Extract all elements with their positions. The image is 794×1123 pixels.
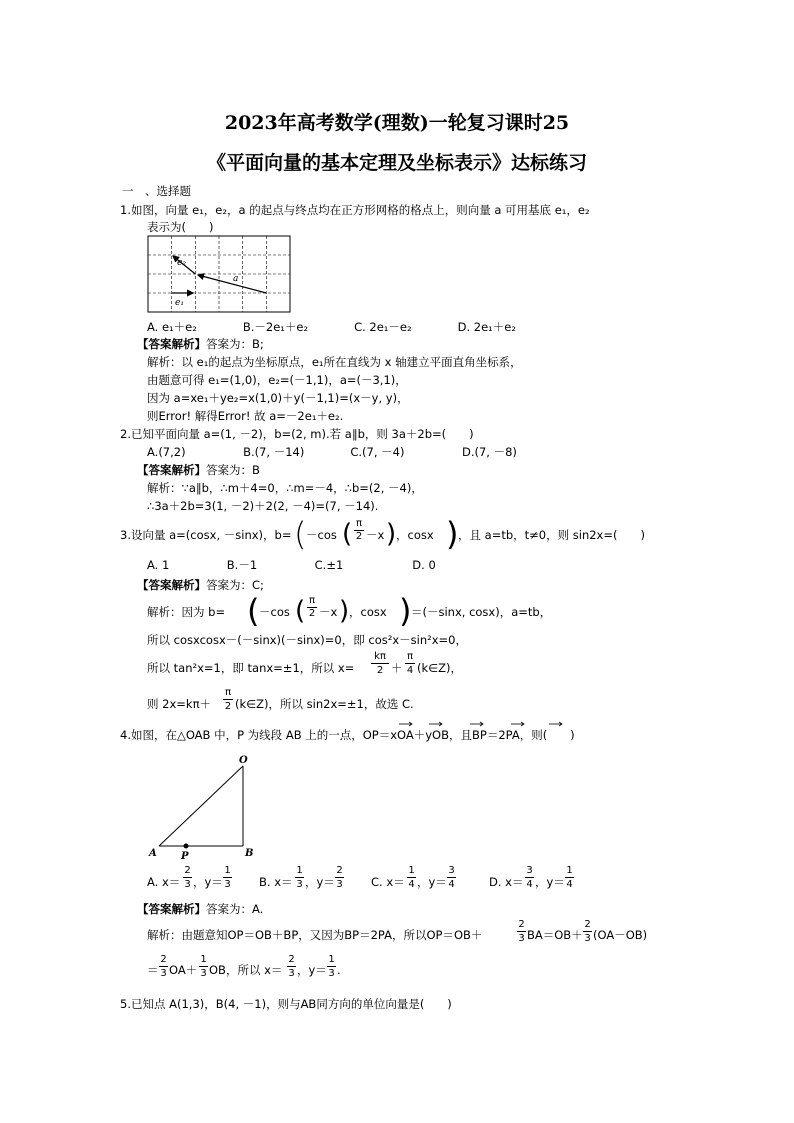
- frac-num: 1: [200, 954, 207, 965]
- q2-solution-line1: 解析：∵a∥b，∴m＋4=0，∴m=－4，∴b=(2, －4)，: [147, 481, 423, 495]
- q3-paren-open: (: [294, 515, 307, 553]
- answer-tag: 【答案解析】: [137, 337, 206, 351]
- q3-solution-line2: 所以 cosxcosx－(－sinx)(－sinx)=0，即 cos²x－sin²x=0，: [147, 633, 467, 647]
- frac-num: 3: [526, 865, 533, 876]
- frac-num: π: [308, 595, 316, 606]
- frac-num: π: [406, 651, 414, 662]
- opt-x-label: B. x＝: [259, 875, 293, 889]
- frac-num: π: [224, 687, 232, 698]
- q1-solution-line1: 解析：以 e₁的起点为坐标原点，e₁所在直线为 x 轴建立平面直角坐标系，: [147, 355, 522, 369]
- q4-triangle-figure: [145, 752, 265, 862]
- q4-l1-frac2: [583, 918, 592, 945]
- frac-den: 3: [328, 968, 335, 979]
- q1-solution-line3: 因为 a=xe₁＋ye₂=x(1,0)＋y(－1,1)=(x－y, y)，: [147, 391, 409, 405]
- page-title: 2023年高考数学(理数)一轮复习课时25: [224, 112, 570, 134]
- frac-den: 2: [224, 701, 232, 712]
- q4-solution-line1: [147, 918, 667, 952]
- answer-tag: 【答案解析】: [137, 578, 206, 592]
- q3-stem-a: 3.设向量 a=(cosx, －sinx)，b=: [120, 528, 292, 542]
- frac-num: π: [355, 518, 363, 529]
- frac-den: 2: [355, 531, 363, 542]
- q4-l2-a: ＝: [147, 963, 159, 977]
- opt-y-label: ，y＝: [305, 875, 335, 889]
- frac-den: 4: [526, 879, 533, 890]
- q4-options: [147, 864, 627, 898]
- q4-label-p: P: [181, 851, 189, 862]
- frac-num: kπ: [371, 650, 389, 664]
- q3-stem-e: ，且 a=tb，t≠0，则 sin2x=( ): [458, 528, 645, 542]
- frac-den: 2: [308, 608, 316, 619]
- q3-paren-close: ): [446, 515, 459, 553]
- opt-x-frac: [525, 864, 534, 891]
- frac-den: 3: [184, 879, 191, 890]
- opt-x-frac: [295, 864, 304, 891]
- q4-l1-frac1: [517, 918, 526, 945]
- q4-l1-c: (OA－OB): [593, 928, 648, 942]
- frac-den: 4: [406, 665, 414, 676]
- q3-sol-paren-open: (: [247, 592, 260, 630]
- q2-solution-line2: ∴3a＋2b=3(1, －2)＋2(2, －4)=(7, －14).: [147, 499, 379, 513]
- opt-y-label: ，y＝: [193, 875, 223, 889]
- frac-num: 2: [518, 919, 525, 930]
- q4-label-a: A: [149, 848, 157, 859]
- frac-num: 3: [448, 865, 455, 876]
- q3-sol-c: －x: [319, 605, 338, 619]
- q3-l4-a: 则 2x=kπ＋: [147, 697, 211, 711]
- q4-l2-e: .: [337, 963, 341, 977]
- q3-l3-b: ＋: [391, 661, 403, 675]
- frac-den: 4: [408, 879, 415, 890]
- q4-l2-d: ，y＝: [297, 963, 327, 977]
- q1-a-label: a: [233, 274, 239, 284]
- q4-l2-frac1: [159, 953, 168, 980]
- frac-den: 3: [296, 879, 303, 890]
- q1-stem-line1: 1.如图，向量 e₁，e₂，a 的起点与终点均在正方形网格的格点上，则向量 a 可用基底 e₁，e₂: [120, 203, 590, 217]
- opt-y-frac: [223, 864, 232, 891]
- q4-l2-frac2: [199, 953, 208, 980]
- section-heading: 一 、选择题: [122, 184, 191, 198]
- q3-sol-e: ＝(－sinx, cosx)，a=tb，: [411, 605, 552, 619]
- q2-options: A.(7,2) B.(7, －14) C.(7, －4) D.(7, －8): [147, 445, 517, 459]
- q4-stem: 4.如图，在△OAB 中，P 为线段 AB 上的一点，OP＝xOA＋yOB，且BP＝2PA，则( ): [120, 728, 575, 742]
- frac-num: 2: [288, 954, 295, 965]
- answer-text: 答案为：B: [206, 463, 260, 477]
- frac-num: 1: [566, 865, 573, 876]
- frac-den: 3: [224, 879, 231, 890]
- answer-text: 答案为：B;: [206, 337, 264, 351]
- q4-label-o: O: [239, 755, 248, 766]
- opt-y-label: ，y＝: [535, 875, 565, 889]
- frac-den: 3: [200, 968, 207, 979]
- page-subtitle: 《平面向量的基本定理及坐标表示》达标练习: [206, 152, 587, 174]
- q4-l2-b: OA＋: [169, 963, 198, 977]
- q4-l2-c: OB，所以 x＝: [209, 963, 283, 977]
- q3-l3-c: (k∈Z)，: [417, 661, 463, 675]
- opt-x-label: A. x＝: [147, 875, 181, 889]
- q4-l2-frac4: [327, 953, 336, 980]
- q3-sol-b: －cos: [259, 605, 290, 619]
- frac-den: 3: [160, 968, 167, 979]
- frac-den: 4: [448, 879, 455, 890]
- opt-x-label: C. x＝: [371, 875, 405, 889]
- q2-stem: 2.已知平面向量 a=(1, －2)，b=(2, m).若 a∥b，则 3a＋2b=( ): [120, 427, 474, 441]
- frac-num: 1: [224, 865, 231, 876]
- q3-sol-small-open: (: [295, 596, 306, 626]
- q4-l2-frac3: [287, 953, 296, 980]
- q1-options: A. e₁＋e₂ B.－2e₁＋e₂ C. 2e₁－e₂ D. 2e₁＋e₂: [147, 320, 516, 334]
- frac-den: 3: [584, 933, 591, 944]
- q4-label-b: B: [245, 848, 254, 859]
- q3-small-paren-close: ): [386, 519, 397, 549]
- q1-solution-line4: 则Error! 解得Error! 故 a=－2e₁＋e₂.: [147, 409, 344, 423]
- q4-answer: [137, 902, 263, 916]
- frac-den: 3: [518, 933, 525, 944]
- opt-x-frac: [407, 864, 416, 891]
- q3-sol-paren-close: ): [399, 592, 412, 630]
- q3-sol-small-close: ): [339, 596, 350, 626]
- frac-den: 2: [376, 665, 384, 676]
- q3-small-paren-open: (: [342, 519, 353, 549]
- frac-num: 2: [184, 865, 191, 876]
- q3-l3-a: 所以 tan²x=1，即 tanx=±1，所以 x=: [147, 661, 355, 675]
- frac-den: 3: [288, 968, 295, 979]
- q3-stem-d: ，cosx: [396, 528, 434, 542]
- answer-text: 答案为：A.: [206, 902, 264, 916]
- q1-stem-line2: 表示为( ): [147, 220, 214, 234]
- q3-options: A. 1 B.－1 C.±1 D. 0: [147, 558, 436, 572]
- frac-den: 4: [566, 879, 573, 890]
- answer-tag: 【答案解析】: [137, 902, 206, 916]
- frac-num: 2: [160, 954, 167, 965]
- opt-y-frac: [565, 864, 574, 891]
- frac-den: 3: [336, 879, 343, 890]
- q3-stem-b: －cos: [306, 528, 337, 542]
- frac-num: 2: [336, 865, 343, 876]
- q1-e1-label: e₁: [175, 298, 184, 308]
- opt-y-frac: [447, 864, 456, 891]
- q3-stem-c: －x: [366, 528, 385, 542]
- q4-l1-b: BA＝OB＋: [527, 928, 583, 942]
- q3-sol-d: ，cosx: [349, 605, 387, 619]
- frac-num: 1: [408, 865, 415, 876]
- frac-num: 1: [328, 954, 335, 965]
- q1-e2-label: e₂: [177, 258, 186, 268]
- answer-text: 答案为：C;: [206, 578, 264, 592]
- opt-y-label: ，y＝: [417, 875, 447, 889]
- q4-l1-a: 解析：由题意知OP＝OB＋BP，又因为BP＝2PA，所以OP＝OB＋: [147, 928, 483, 942]
- q4-point-p: [184, 844, 189, 849]
- q3-sol-a: 解析：因为 b=: [147, 605, 226, 619]
- frac-num: 1: [296, 865, 303, 876]
- opt-x-frac: [183, 864, 192, 891]
- q1-solution-line2: 由题意可得 e₁=(1,0)，e₂=(－1,1)，a=(－3,1)，: [147, 373, 407, 387]
- q5-stem: 5.已知点 A(1,3)，B(4, －1)，则与AB同方向的单位向量是( ): [120, 997, 452, 1011]
- opt-y-frac: [335, 864, 344, 891]
- q4-solution-line2: [147, 953, 447, 987]
- opt-x-label: D. x＝: [489, 875, 524, 889]
- q3-l4-b: (k∈Z)，所以 sin2x=±1，故选 C.: [235, 697, 414, 711]
- answer-tag: 【答案解析】: [137, 463, 206, 477]
- frac-num: 2: [584, 919, 591, 930]
